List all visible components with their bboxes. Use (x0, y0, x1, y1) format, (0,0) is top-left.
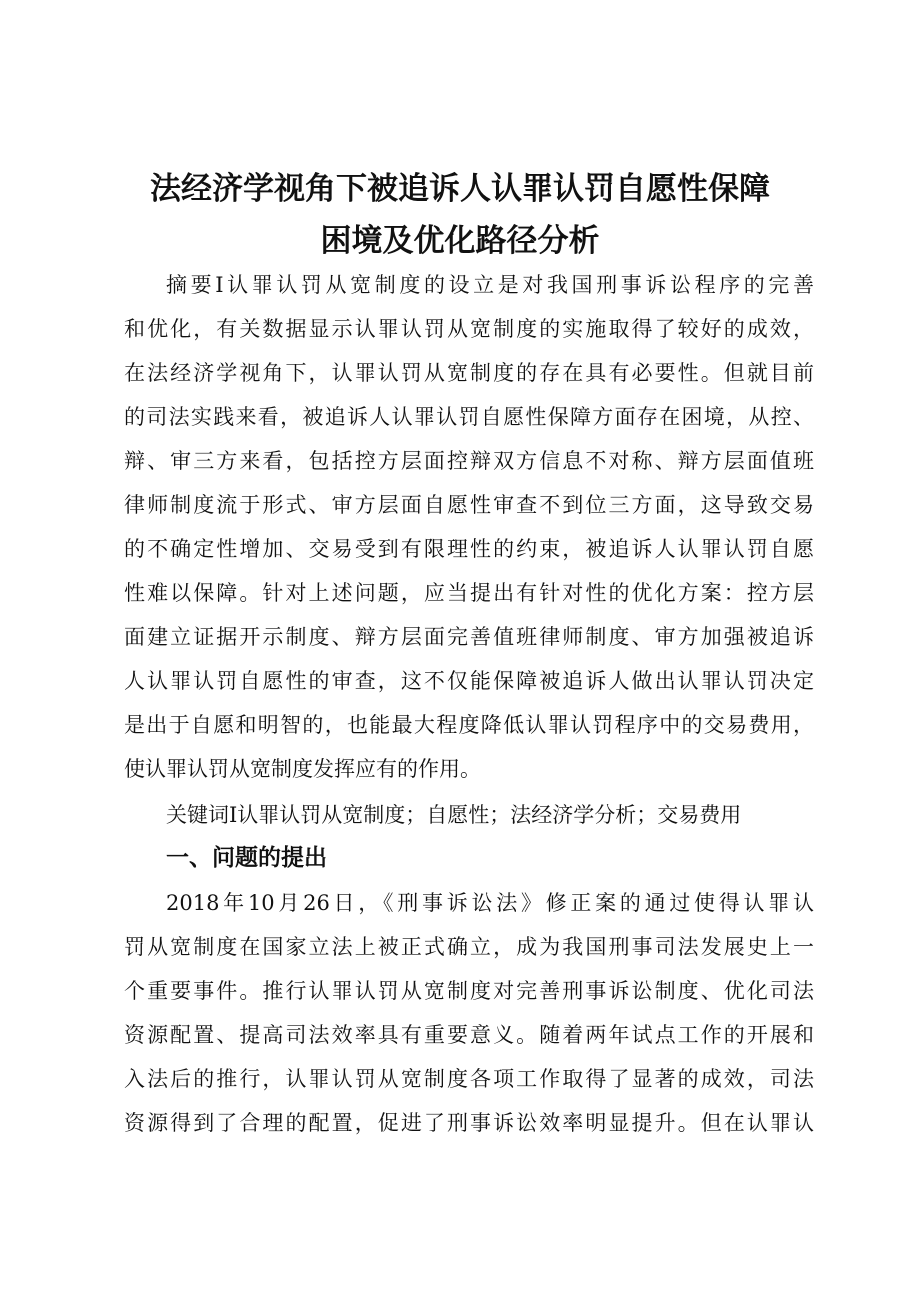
keywords-line: 关键词I认罪认罚从宽制度；自愿性；法经济学分析；交易费用 (166, 803, 742, 827)
abstract-line: 面建立证据开示制度、辩方层面完善值班律师制度、审方加强被追诉 (124, 625, 814, 649)
abstract-line: 使认罪认罚从宽制度发挥应有的作用。 (124, 757, 481, 781)
body-line: 2018年10月26日，《刑事诉讼法》修正案的通过使得认罪认 (166, 891, 814, 915)
section-heading: 一、问题的提出 (166, 845, 327, 871)
abstract-line: 的司法实践来看，被追诉人认罪认罚自愿性保障方面存在困境，从控、 (124, 405, 814, 429)
abstract-line: 人认罪认罚自愿性的审查，这不仅能保障被追诉人做出认罪认罚决定 (124, 669, 814, 693)
body-line: 个重要事件。推行认罪认罚从宽制度对完善刑事诉讼制度、优化司法 (124, 979, 814, 1003)
abstract-line: 在法经济学视角下，认罪认罚从宽制度的存在具有必要性。但就目前 (124, 361, 814, 385)
body-line: 入法后的推行，认罪认罚从宽制度各项工作取得了显著的成效，司法 (124, 1067, 814, 1091)
abstract-line: 辩、审三方来看，包括控方层面控辩双方信息不对称、辩方层面值班 (124, 449, 814, 473)
body-line: 资源配置、提高司法效率具有重要意义。随着两年试点工作的开展和 (124, 1023, 814, 1047)
abstract-line: 的不确定性增加、交易受到有限理性的约束，被追诉人认罪认罚自愿 (124, 537, 814, 561)
abstract-line: 律师制度流于形式、审方层面自愿性审查不到位三方面，这导致交易 (124, 493, 814, 517)
document-title-line-2: 困境及优化路径分析 (320, 223, 600, 259)
abstract-line: 和优化，有关数据显示认罪认罚从宽制度的实施取得了较好的成效， (124, 317, 814, 341)
body-line: 资源得到了合理的配置，促进了刑事诉讼效率明显提升。但在认罪认 (124, 1111, 814, 1135)
document-title-line-1: 法经济学视角下被追诉人认罪认罚自愿性保障 (150, 171, 770, 207)
body-line: 罚从宽制度在国家立法上被正式确立，成为我国刑事司法发展史上一 (124, 935, 814, 959)
abstract-line: 性难以保障。针对上述问题，应当提出有针对性的优化方案：控方层 (124, 581, 814, 605)
abstract-line: 是出于自愿和明智的，也能最大程度降低认罪认罚程序中的交易费用， (124, 713, 814, 737)
abstract-line: 摘要I认罪认罚从宽制度的设立是对我国刑事诉讼程序的完善 (166, 273, 814, 297)
